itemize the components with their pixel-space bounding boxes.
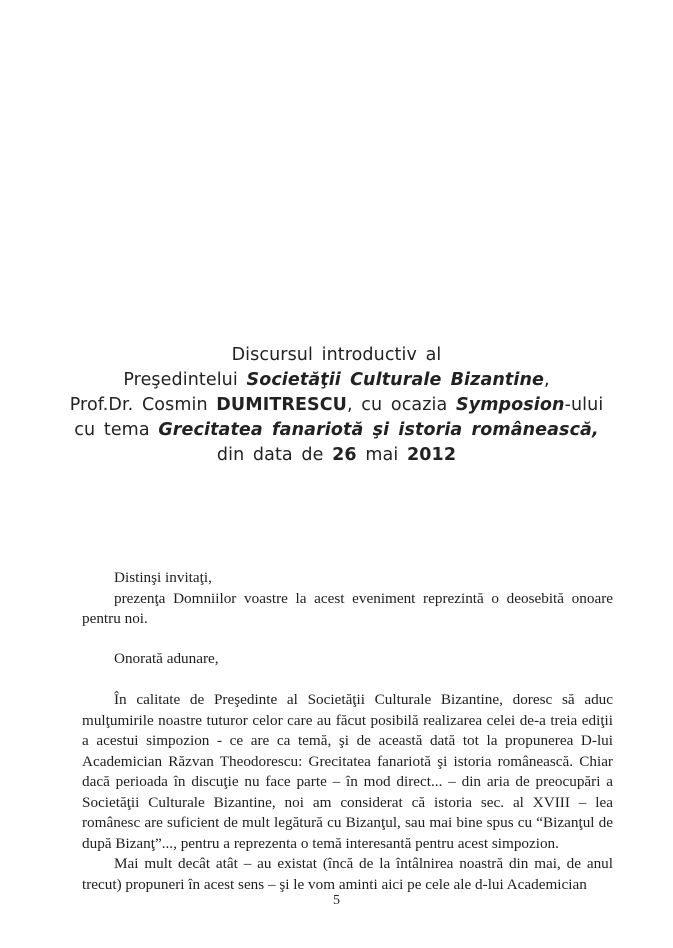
heading-line-3-suffix: -ului	[564, 395, 604, 415]
symposion-word: Symposion	[455, 395, 565, 415]
paragraph-proposals: Mai mult decât atât – au existat (încă de la întâlnirea noastră din mai, de anul trecut) propuneri în acest sens – şi le vom aminti aici pe cele ale d-lui Academician	[82, 855, 613, 893]
date-year: 2012	[406, 445, 457, 465]
speaker-title: Prof.Dr. Cosmin	[69, 395, 217, 415]
heading-line-3-text: , cu ocazia	[346, 395, 456, 415]
society-name: Societăţii Culturale Bizantine	[246, 370, 545, 390]
heading-line-4-text: cu tema	[74, 420, 159, 440]
greeting-guests: Distinşi invitaţi,	[114, 569, 212, 586]
heading-line-2	[0, 368, 673, 393]
assembly-block	[82, 649, 613, 670]
page-number: 5	[333, 893, 340, 908]
speech-heading	[0, 343, 673, 468]
heading-line-1-text: Discursul introductiv al	[231, 345, 442, 365]
date-day: 26	[332, 445, 357, 465]
speaker-surname: DUMITRESCU	[216, 395, 347, 415]
heading-line-4	[0, 418, 673, 443]
heading-line-5	[0, 443, 673, 468]
heading-line-2-punct: ,	[544, 370, 550, 390]
heading-line-3	[0, 393, 673, 418]
heading-line-2-text: Preşedintelui	[123, 370, 247, 390]
paragraph-honor: prezenţa Domniilor voastre la acest eveniment reprezintă o deosebită onoare pentru noi.	[82, 589, 613, 627]
symposium-theme: Grecitatea fanariotă şi istoria românească,	[158, 420, 599, 440]
paragraph-president: În calitate de Preşedinte al Societăţii Culturale Bizantine, doresc să aduc mulţumirile noastre tuturor celor care au făcut posibilă realizarea celei de-a treia ediţii a acestui simpozion - ce are ca temă, şi de această dată tot la propunerea D-lui Academician Răzvan Theodorescu: Grecitatea fanariotă şi istoria românească. Chiar dacă perioada în discuţie nu face parte – în mod direct... – din aria de preocupări a Societăţii Culturale Bizantine, noi am considerat că istoria sec. al XVIII – lea românesc are suficient de mult legătură cu Bizanţul, sau mai bine spus cu “Bizanţul de după Bizanţ”..., pentru a reprezenta o temă interesantă pentru acest simpozion.	[82, 691, 613, 852]
date-month: mai	[356, 445, 407, 465]
greeting-assembly: Onorată adunare,	[114, 650, 219, 667]
opening-block	[82, 568, 613, 630]
heading-line-5-text: din data de	[216, 445, 333, 465]
heading-line-1	[0, 343, 673, 368]
main-block	[82, 690, 613, 895]
